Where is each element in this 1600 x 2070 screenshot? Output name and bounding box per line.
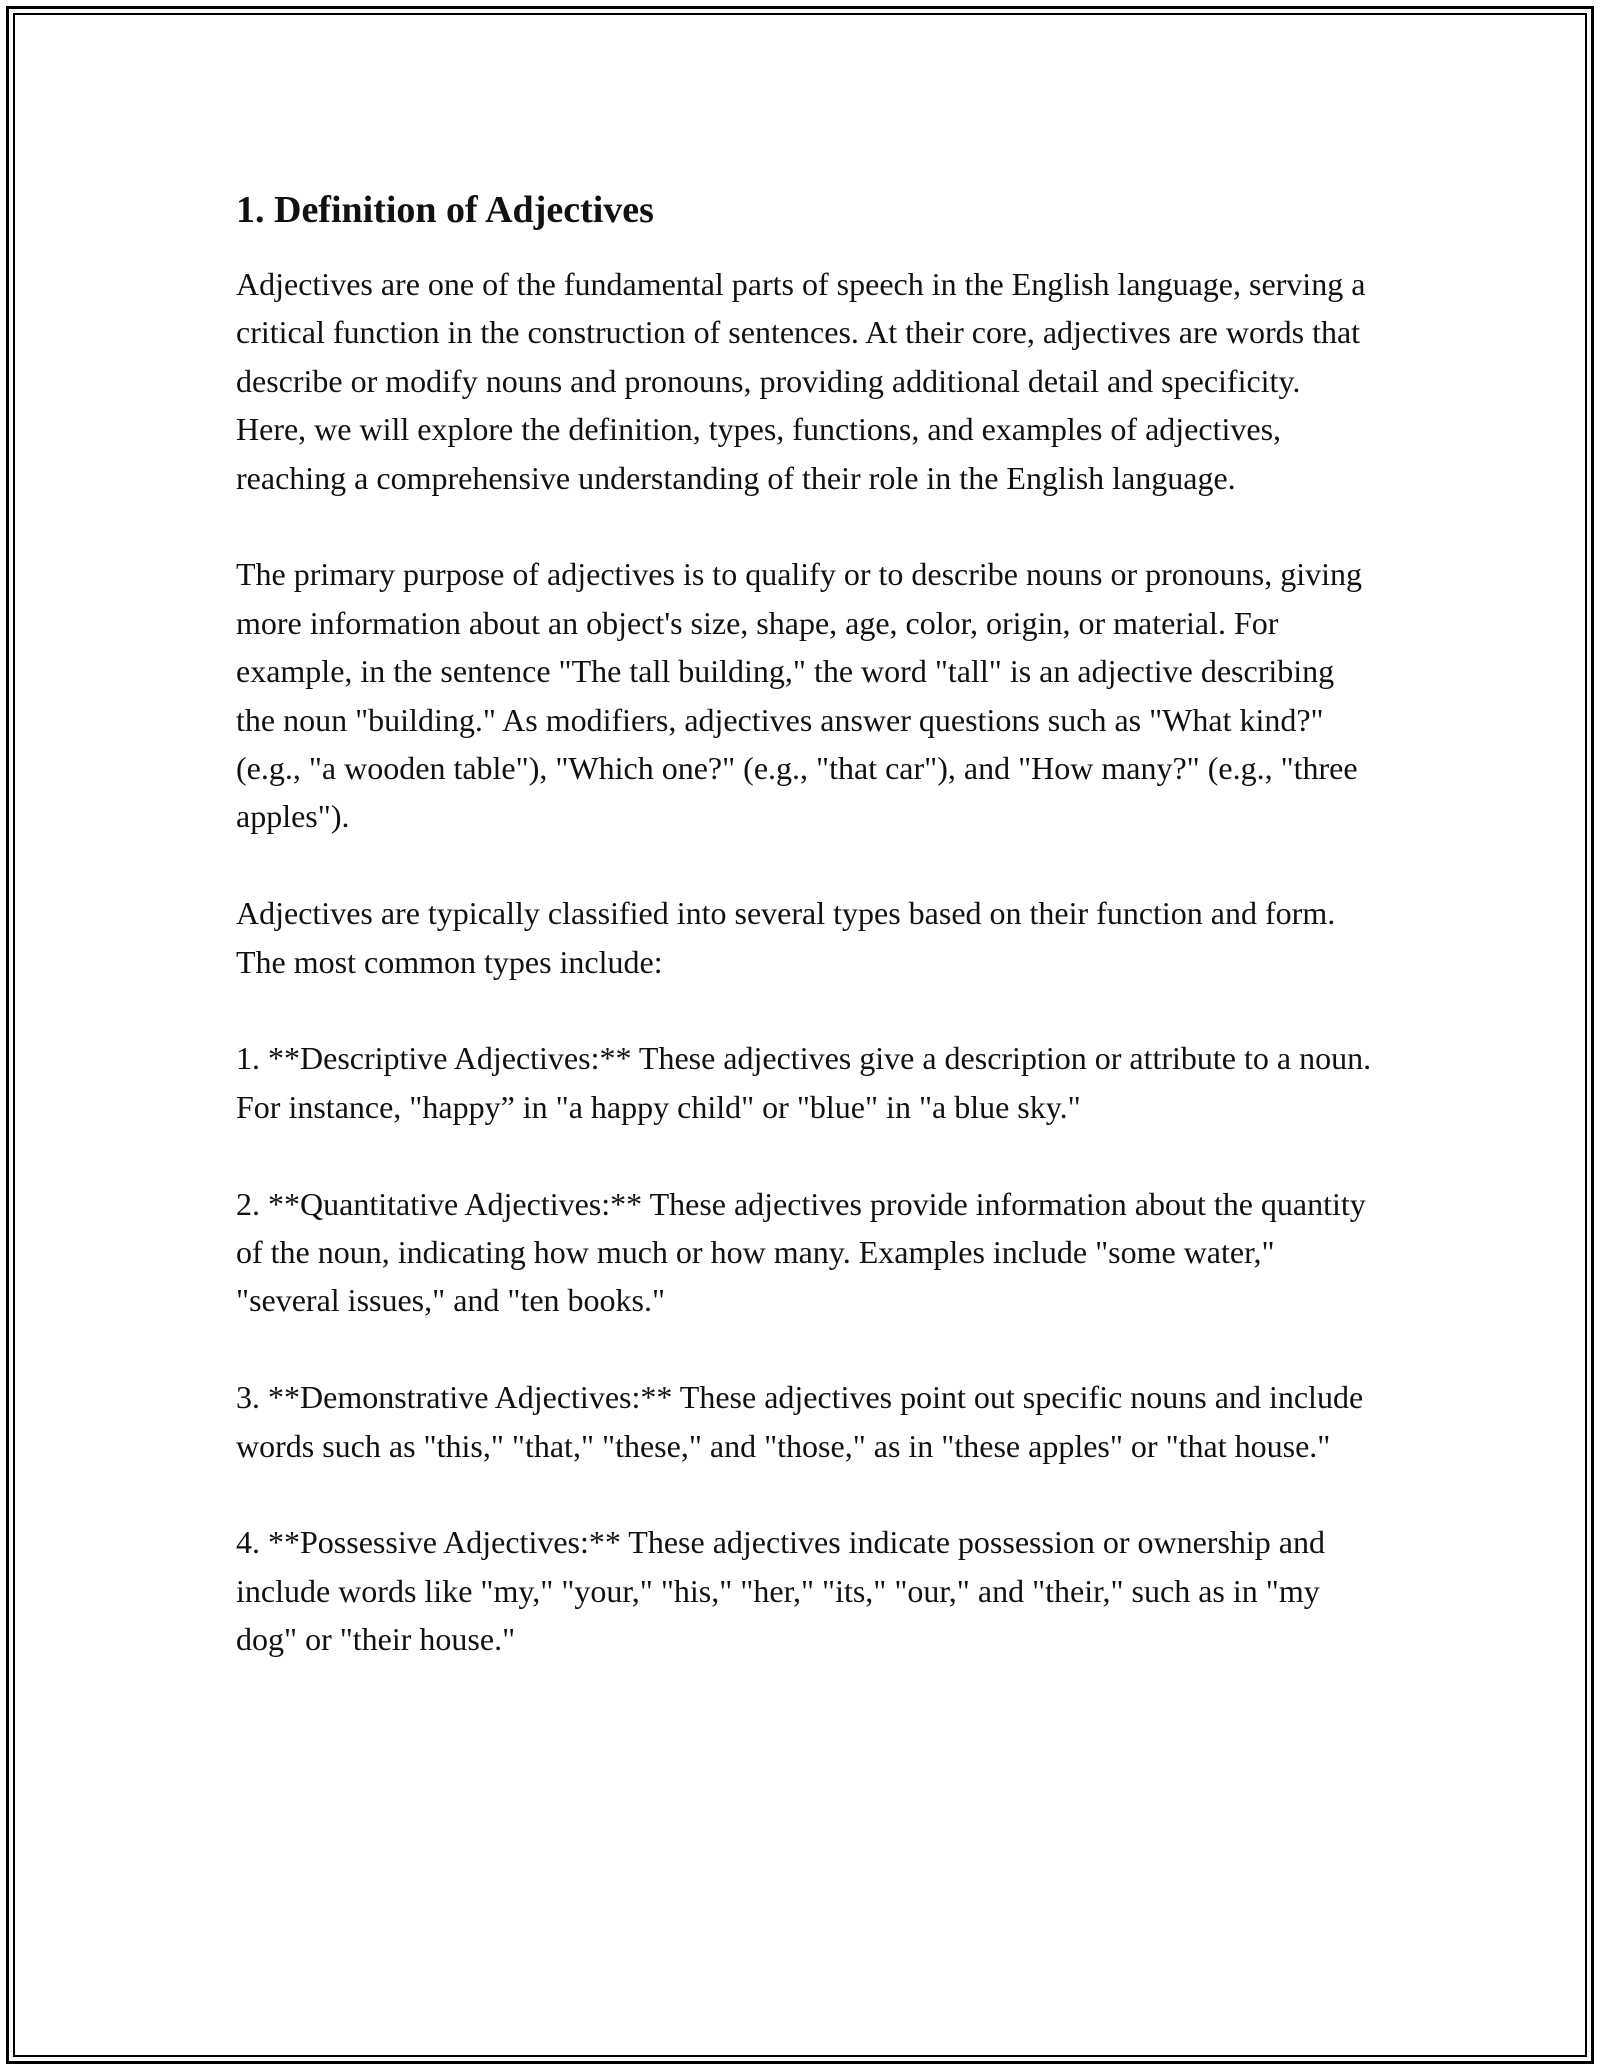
list-item-possessive: 4. **Possessive Adjectives:** These adjectives indicate possession or ownership and include words like "my," "your," "his," "her," "its," "our," and "their," such as in "my dog" or "their house." bbox=[236, 1524, 1325, 1658]
list-item-quantitative: 2. **Quantitative Adjectives:** These adjectives provide information about the quantity of the noun, indicating how much or how many. Examples include "some water," "several issues," and "ten books." bbox=[236, 1185, 1366, 1319]
section-heading: 1. Definition of Adjectives bbox=[236, 189, 654, 231]
paragraph-intro: Adjectives are one of the fundamental parts of speech in the English language, serving a critical function in the construction of sentences. At their core, adjectives are words that describe or modify nouns and pronouns, providing additional detail and specificity. Here, we will explore the definition, types, functions, and examples of adjectives, reaching a comprehensive understanding of their role in the English language. bbox=[236, 266, 1366, 496]
list-item-descriptive: 1. **Descriptive Adjectives:** These adjectives give a description or attribute to a noun. For instance, "happy” in "a happy child" or "blue" in "a blue sky." bbox=[236, 1040, 1372, 1125]
paragraph-purpose: The primary purpose of adjectives is to qualify or to describe nouns or pronouns, giving more information about an object's size, shape, age, color, origin, or material. For example, in the sentence "The tall building," the word "tall" is an adjective describing the noun "building." As modifiers, adjectives answer questions such as "What kind?" (e.g., "a wooden table"), "Which one?" (e.g., "that car"), and "How many?" (e.g., "three apples"). bbox=[236, 556, 1362, 835]
document-body bbox=[236, 186, 1376, 1712]
list-item-demonstrative: 3. **Demonstrative Adjectives:** These adjectives point out specific nouns and include words such as "this," "that," "these," and "those," as in "these apples" or "that house." bbox=[236, 1379, 1364, 1464]
paragraph-types-intro: Adjectives are typically classified into several types based on their function and form. The most common types include: bbox=[236, 895, 1336, 980]
